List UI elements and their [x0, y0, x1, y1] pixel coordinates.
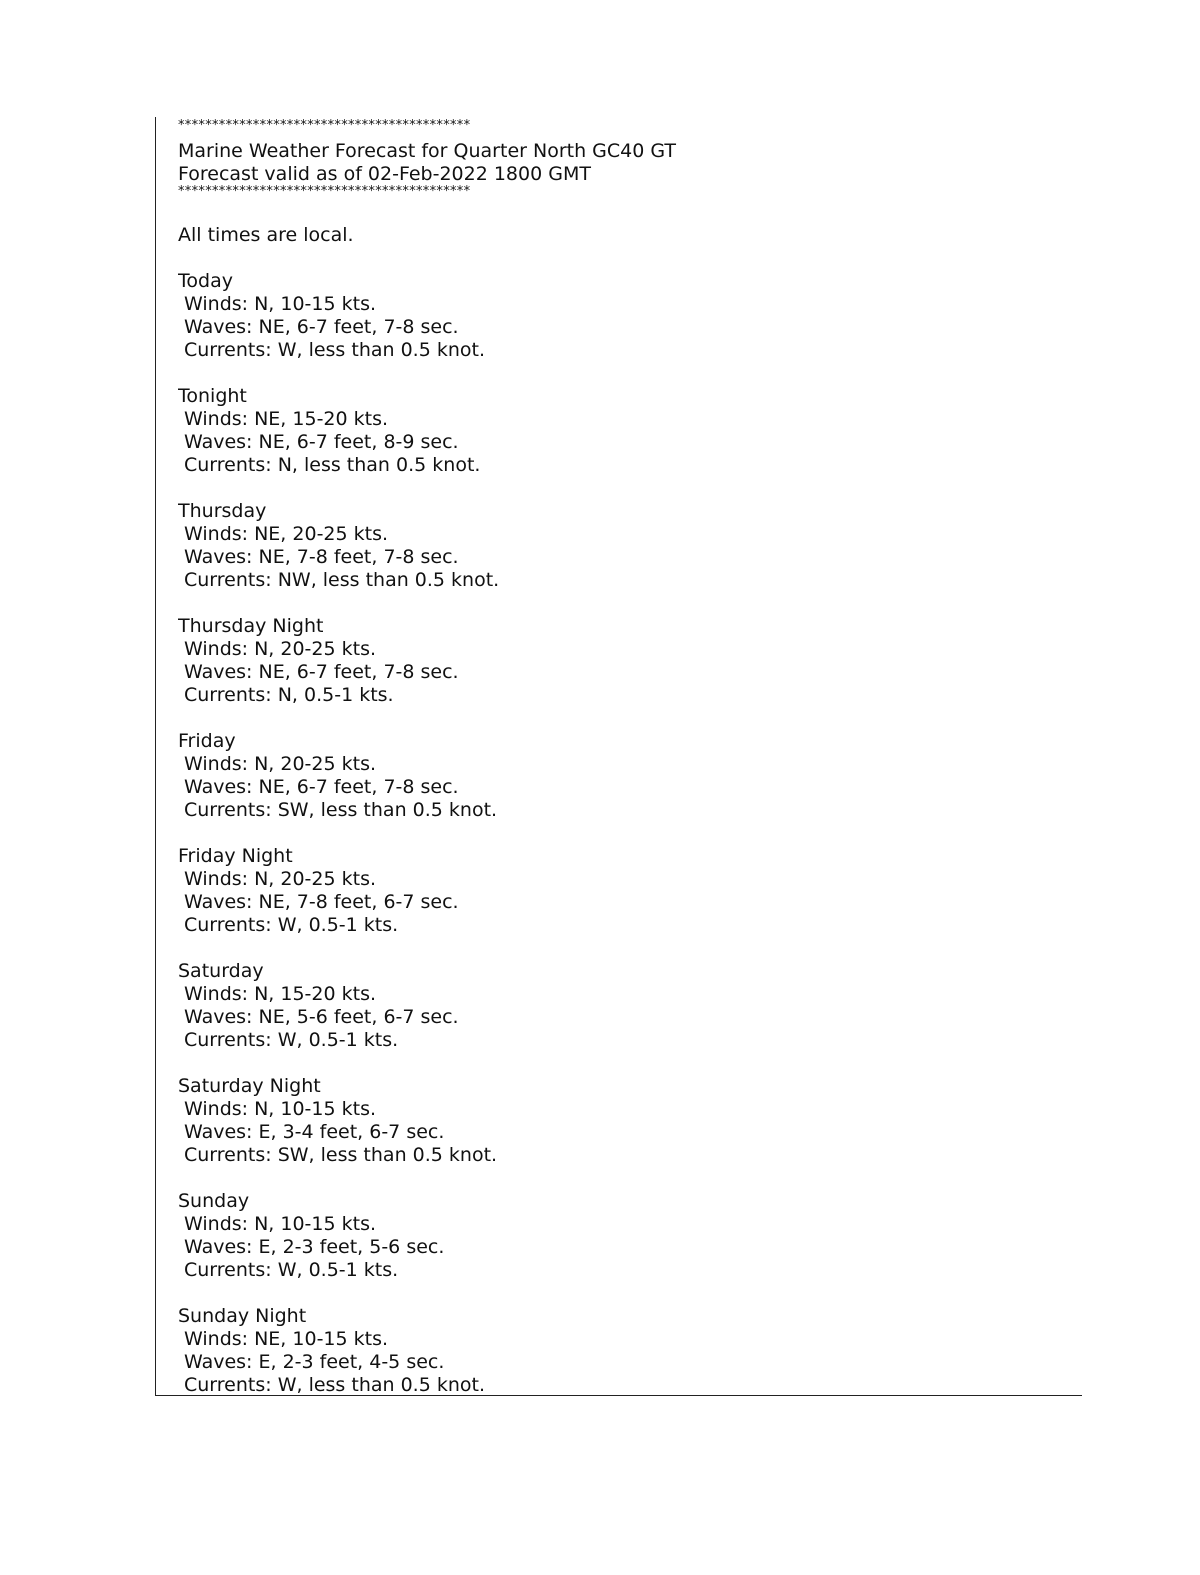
period-name: Saturday Night	[178, 1075, 321, 1097]
forecast-period	[178, 1052, 1058, 1167]
period-name: Friday Night	[178, 845, 293, 867]
forecast-period	[178, 247, 1058, 362]
forecast-period	[178, 822, 1058, 937]
period-currents: Currents: SW, less than 0.5 knot.	[184, 1144, 498, 1166]
forecast-period	[178, 1167, 1058, 1282]
period-name: Sunday	[178, 1190, 250, 1212]
forecast-period	[178, 477, 1058, 592]
period-winds: Winds: N, 20-25 kts.	[184, 868, 377, 890]
period-name: Today	[178, 270, 233, 292]
forecast-period	[178, 362, 1058, 477]
period-currents: Currents: N, less than 0.5 knot.	[184, 454, 481, 476]
period-winds: Winds: N, 10-15 kts.	[184, 1213, 377, 1235]
forecast-period	[178, 707, 1058, 822]
period-name: Thursday Night	[178, 615, 324, 637]
period-name: Tonight	[178, 385, 247, 407]
period-name: Friday	[178, 730, 236, 752]
forecast-text	[178, 112, 1058, 1393]
period-waves: Waves: NE, 6-7 feet, 7-8 sec.	[184, 776, 459, 798]
forecast-title: Marine Weather Forecast for Quarter North GC40 GT	[178, 140, 677, 162]
period-currents: Currents: SW, less than 0.5 knot.	[184, 799, 498, 821]
period-currents: Currents: W, 0.5-1 kts.	[184, 914, 399, 936]
frame-left-border	[155, 117, 156, 1396]
period-winds: Winds: N, 20-25 kts.	[184, 753, 377, 775]
period-waves: Waves: NE, 6-7 feet, 8-9 sec.	[184, 431, 459, 453]
forecast-valid-time: Forecast valid as of 02-Feb-2022 1800 GMT	[178, 163, 591, 185]
period-currents: Currents: W, 0.5-1 kts.	[184, 1029, 399, 1051]
forecast-period	[178, 1282, 1058, 1393]
period-winds: Winds: N, 10-15 kts.	[184, 1098, 377, 1120]
period-currents: Currents: W, 0.5-1 kts.	[184, 1259, 399, 1281]
period-waves: Waves: E, 3-4 feet, 6-7 sec.	[184, 1121, 445, 1143]
forecast-period	[178, 592, 1058, 707]
period-winds: Winds: N, 15-20 kts.	[184, 983, 377, 1005]
header-stars-top: *******************************************	[178, 118, 471, 133]
period-name: Sunday Night	[178, 1305, 307, 1327]
period-waves: Waves: E, 2-3 feet, 4-5 sec.	[184, 1351, 445, 1373]
header-stars-bottom: *******************************************	[178, 184, 471, 199]
frame-bottom-border	[155, 1395, 1082, 1396]
period-name: Thursday	[178, 500, 267, 522]
period-winds: Winds: NE, 15-20 kts.	[184, 408, 389, 430]
forecast-period	[178, 937, 1058, 1052]
forecast-periods	[178, 247, 1058, 1393]
period-waves: Waves: NE, 5-6 feet, 6-7 sec.	[184, 1006, 459, 1028]
period-currents: Currents: W, less than 0.5 knot.	[184, 1374, 486, 1393]
period-winds: Winds: NE, 20-25 kts.	[184, 523, 389, 545]
period-waves: Waves: NE, 6-7 feet, 7-8 sec.	[184, 661, 459, 683]
period-name: Saturday	[178, 960, 264, 982]
period-waves: Waves: NE, 7-8 feet, 6-7 sec.	[184, 891, 459, 913]
period-waves: Waves: E, 2-3 feet, 5-6 sec.	[184, 1236, 445, 1258]
period-waves: Waves: NE, 7-8 feet, 7-8 sec.	[184, 546, 459, 568]
times-note: All times are local.	[178, 224, 354, 246]
period-currents: Currents: W, less than 0.5 knot.	[184, 339, 486, 361]
period-currents: Currents: N, 0.5-1 kts.	[184, 684, 394, 706]
period-winds: Winds: NE, 10-15 kts.	[184, 1328, 389, 1350]
period-currents: Currents: NW, less than 0.5 knot.	[184, 569, 500, 591]
period-waves: Waves: NE, 6-7 feet, 7-8 sec.	[184, 316, 459, 338]
period-winds: Winds: N, 20-25 kts.	[184, 638, 377, 660]
period-winds: Winds: N, 10-15 kts.	[184, 293, 377, 315]
